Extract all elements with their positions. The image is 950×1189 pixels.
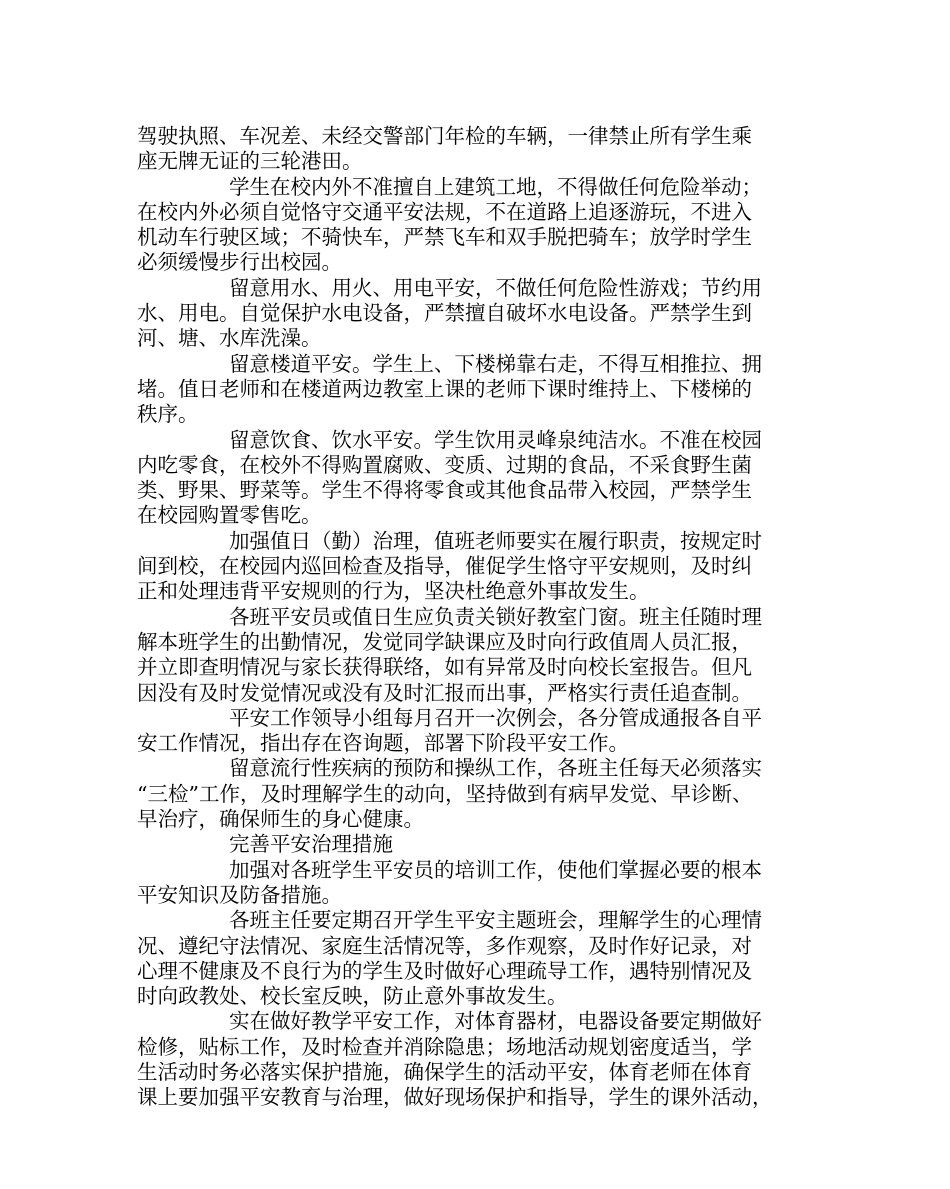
text-line: 内吃零食，在校外不得购置腐败、变质、过期的食品，不采食野生菌 [137,452,752,477]
text-line: 心理不健康及不良行为的学生及时做好心理疏导工作，遇特别情况及 [137,958,752,983]
text-line: 解本班学生的出勤情况，发觉同学缺课应及时向行政值周人员汇报， [137,629,752,654]
text-line: 正和处理违背平安规则的行为，坚决杜绝意外事故发生。 [137,579,650,604]
text-line: 类、野果、野菜等。学生不得将零食或其他食品带入校园，严禁学生 [137,478,752,503]
paragraph-first-line: 留意楼道平安。学生上、下楼梯靠右走，不得互相推拉、拥 [229,351,762,376]
paragraph-first-line: 实在做好教学平安工作，对体育器材，电器设备要定期做好 [229,1009,762,1034]
paragraph-first-line: 学生在校内外不准擅自上建筑工地，不得做任何危险举动； [229,174,762,199]
text-line: 并立即查明情况与家长获得联络，如有异常及时向校长室报告。但凡 [137,655,752,680]
text-line: 座无牌无证的三轮港田。 [137,149,363,174]
paragraph-first-line: 完善平安治理措施 [229,832,393,857]
text-line: 生活动时务必落实保护措施，确保学生的活动平安，体育老师在体育 [137,1059,752,1084]
text-line: 早治疗，确保师生的身心健康。 [137,807,424,832]
text-line: 堵。值日老师和在楼道两边教室上课的老师下课时维持上、下楼梯的 [137,376,752,401]
text-line: 平安知识及防备措施。 [137,882,342,907]
text-line: “三检”工作，及时理解学生的动向，坚持做到有病早发觉、早诊断、 [137,781,753,806]
paragraph-first-line: 平安工作领导小组每月召开一次例会，各分管成通报各自平 [229,705,762,730]
paragraph-first-line: 留意流行性疾病的预防和操纵工作，各班主任每天必须落实 [229,756,762,781]
text-line: 况、遵纪守法情况、家庭生活情况等，多作观察，及时作好记录，对 [137,933,752,958]
text-line: 河、塘、水库洗澡。 [137,326,322,351]
text-line: 必须缓慢步行出校园。 [137,250,342,275]
text-line: 因没有及时发觉情况或没有及时汇报而出事，严格实行责任追查制。 [137,680,752,705]
text-line: 机动车行驶区域；不骑快车，严禁飞车和双手脱把骑车；放学时学生 [137,225,752,250]
text-line: 驾驶执照、车况差、未经交警部门年检的车辆，一律禁止所有学生乘 [137,124,752,148]
document-body [137,124,827,1111]
text-line: 检修，贴标工作，及时检查并消除隐患；场地活动规划密度适当，学 [137,1034,752,1059]
text-line: 间到校，在校园内巡回检查及指导，催促学生恪守平安规则，及时纠 [137,554,752,579]
text-line: 安工作情况，指出存在咨询题，部署下阶段平安工作。 [137,731,629,756]
paragraph-first-line: 留意用水、用火、用电平安，不做任何危险性游戏；节约用 [229,275,762,300]
paragraph-first-line: 加强对各班学生平安员的培训工作，使他们掌握必要的根本 [229,857,762,882]
text-line: 秩序。 [137,402,199,427]
text-line: 在校内外必须自觉恪守交通平安法规，不在道路上追逐游玩，不进入 [137,199,752,224]
paragraph-first-line: 各班平安员或值日生应负责关锁好教室门窗。班主任随时理 [229,604,762,629]
paragraph-first-line: 加强值日（勤）治理，值班老师要实在履行职责，按规定时 [229,528,762,553]
paragraph-first-line: 各班主任要定期召开学生平安主题班会，理解学生的心理情 [229,908,762,933]
text-line: 时向政教处、校长室反映，防止意外事故发生。 [137,984,568,1009]
text-line: 水、用电。自觉保护水电设备，严禁擅自破坏水电设备。严禁学生到 [137,301,752,326]
paragraph-first-line: 留意饮食、饮水平安。学生饮用灵峰泉纯洁水。不准在校园 [229,427,762,452]
text-line: 在校园购置零售吃。 [137,503,322,528]
text-line: 课上要加强平安教育与治理，做好现场保护和指导，学生的课外活动， [137,1085,773,1110]
